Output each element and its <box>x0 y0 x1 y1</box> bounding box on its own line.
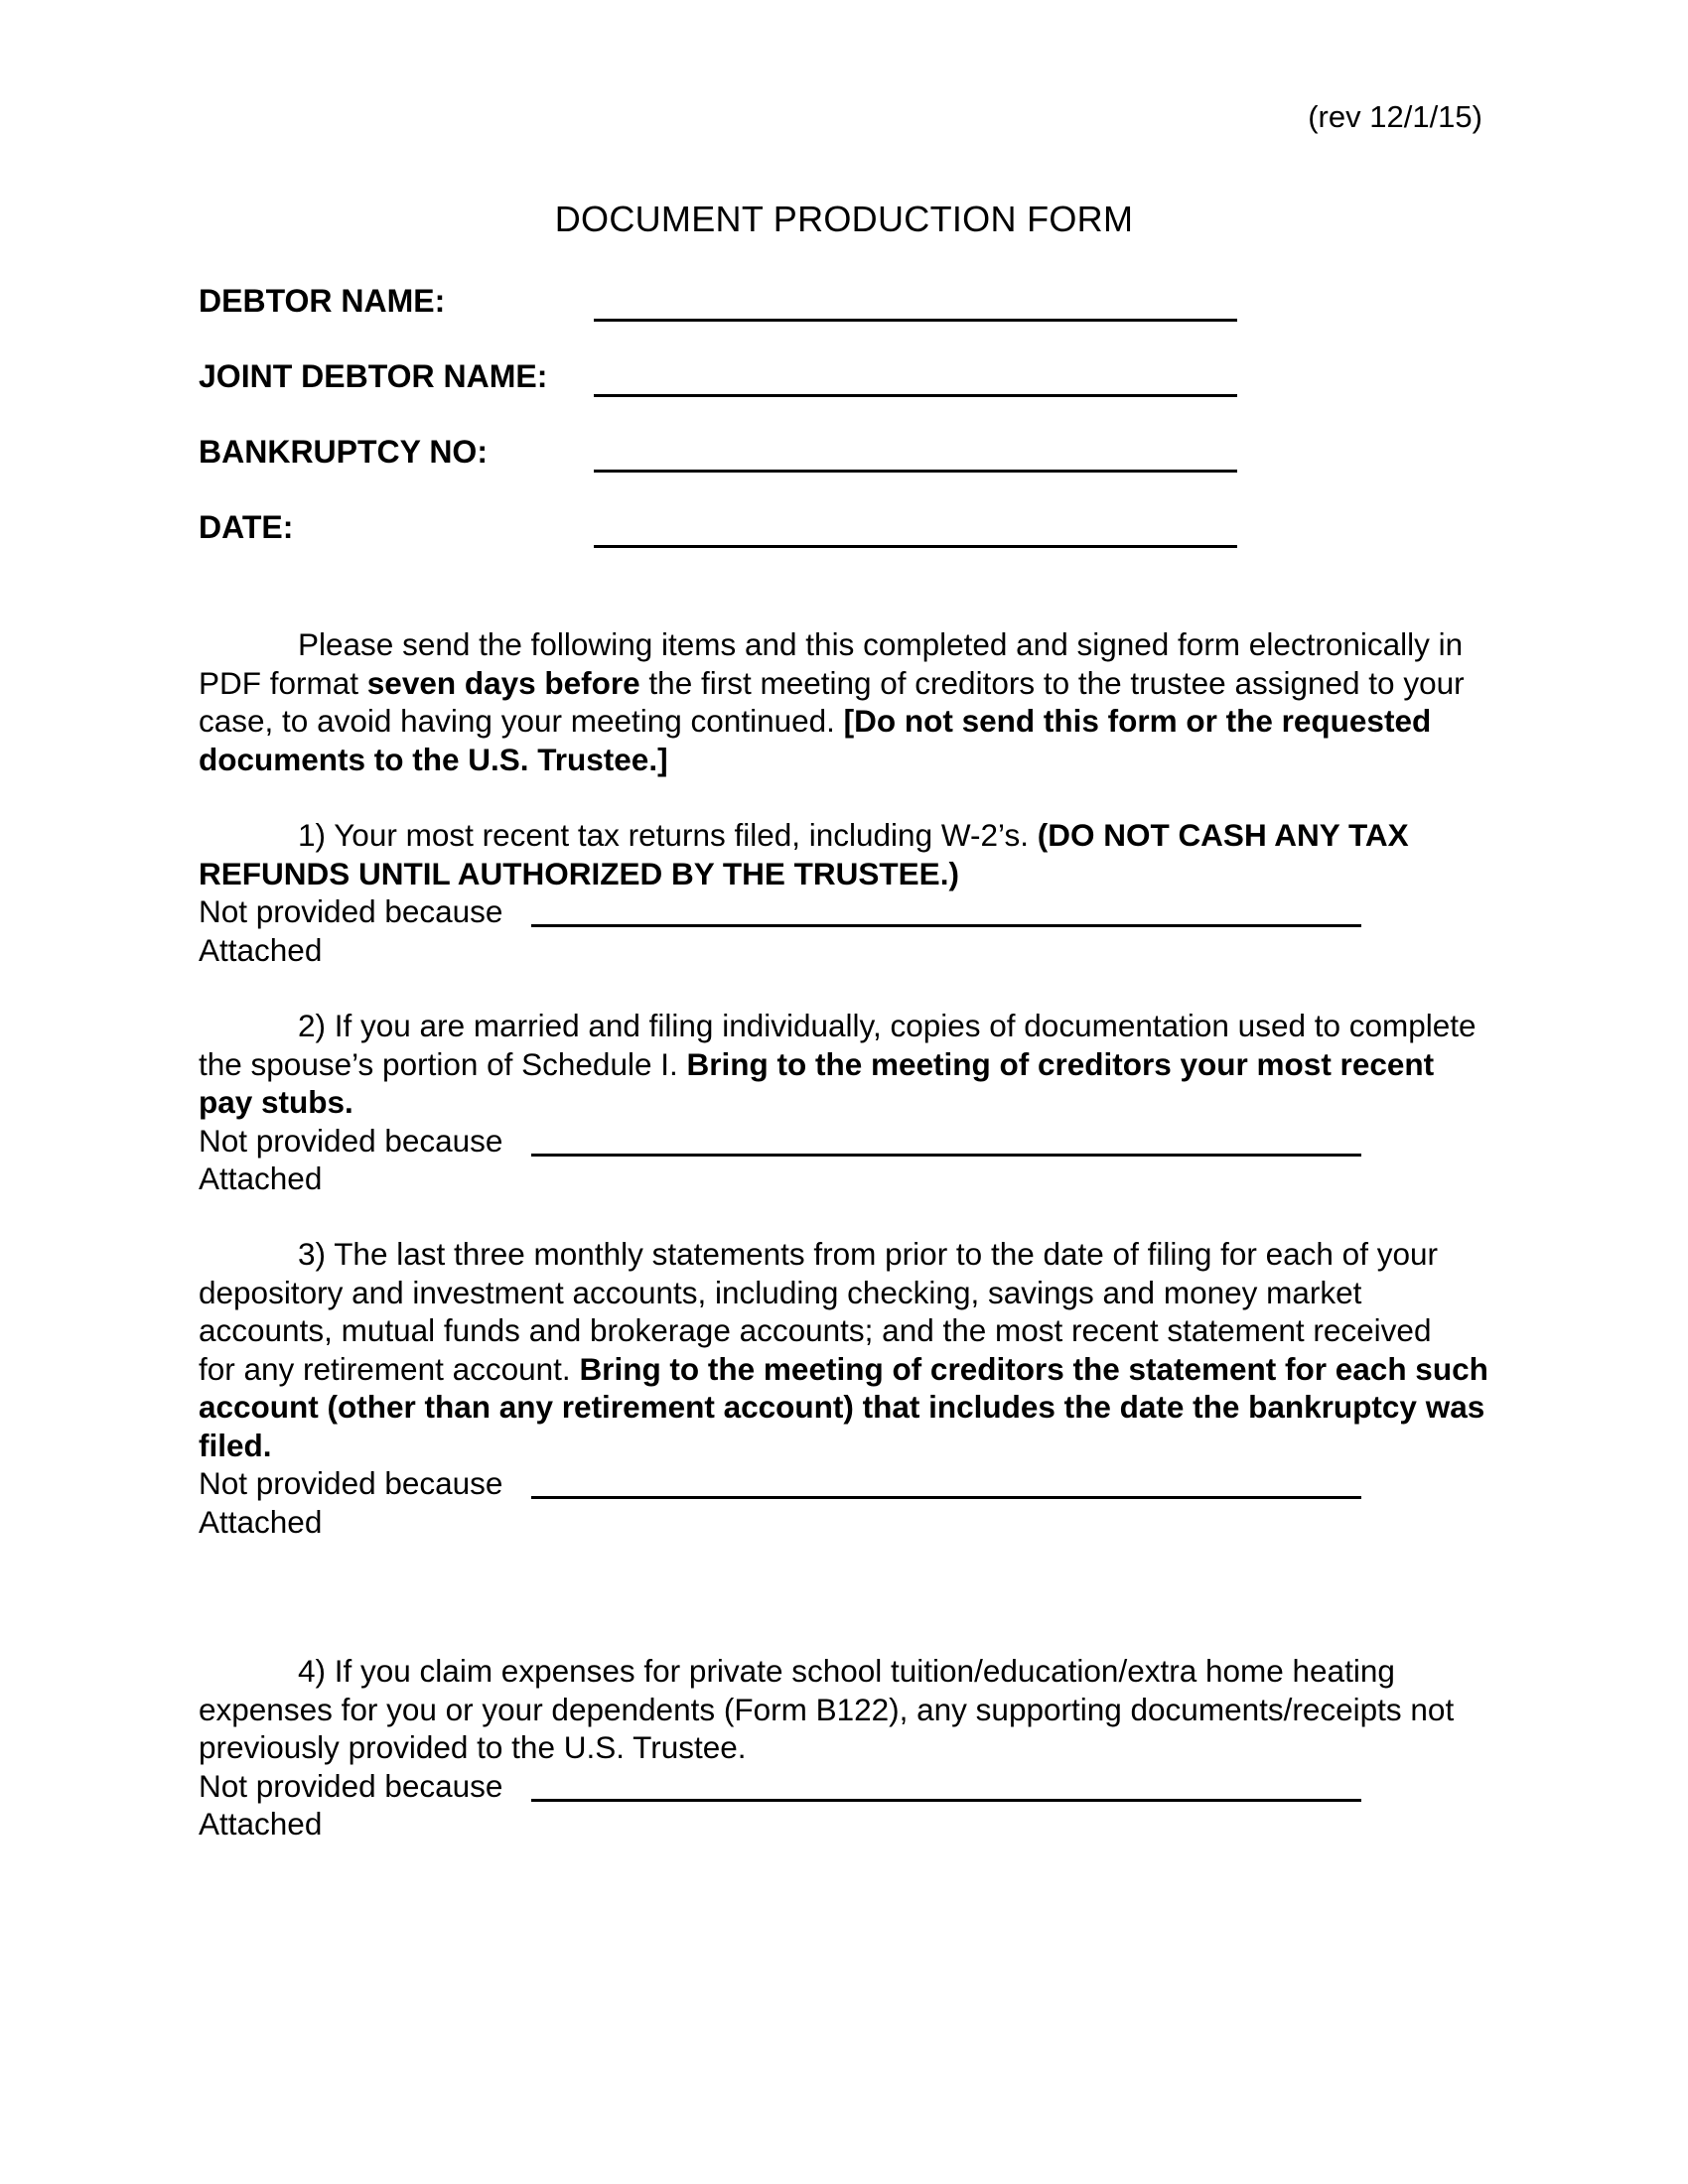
bankruptcy-no-blank[interactable] <box>594 470 1237 473</box>
item-3-not-provided-row <box>199 1464 1489 1503</box>
intro-text-2: the first meeting of creditors to the trustee assigned to your case, to avoid having your meeting continued. <box>199 664 1465 739</box>
item-3-bold: Bring to the meeting of creditors the statement for each such account (other than any retirement account) that includes the date the bankruptcy was filed. <box>199 1350 1488 1463</box>
date-row <box>199 504 1241 554</box>
bankruptcy-no-row <box>199 429 1241 478</box>
item-4-not-provided-label: Not provided because <box>199 1767 503 1804</box>
item-3-not-provided-label: Not provided because <box>199 1465 503 1501</box>
item-4-attached-label[interactable]: Attached <box>199 1806 323 1842</box>
revision-label: (rev 12/1/15) <box>1308 99 1482 134</box>
debtor-name-blank[interactable] <box>594 319 1237 322</box>
item-4-text: 4) If you claim expenses for private school tuition/education/extra home heating expenses for you or your dependents (Form B122), any supporting documents/receipts not previously provided to the U.S. Trustee. <box>199 1653 1455 1765</box>
item-4 <box>199 1652 1489 1843</box>
joint-debtor-name-label: JOINT DEBTOR NAME: <box>199 358 548 394</box>
item-1-text: 1) Your most recent tax returns filed, including W-2’s. <box>298 817 1038 853</box>
item-1-not-provided-row <box>199 892 1489 931</box>
item-3-line-2: accounts, mutual funds and brokerage accounts; and the most recent statement received <box>199 1312 1432 1348</box>
intro-bold-1: seven days before <box>366 664 640 701</box>
debtor-name-row <box>199 278 1241 328</box>
item-2-not-provided-label: Not provided because <box>199 1122 503 1159</box>
joint-debtor-name-blank[interactable] <box>594 394 1237 397</box>
item-2-attached-label[interactable]: Attached <box>199 1160 323 1196</box>
date-label: DATE: <box>199 509 294 545</box>
item-3-attached-label[interactable]: Attached <box>199 1503 323 1540</box>
item-1-not-provided-label: Not provided because <box>199 893 503 929</box>
item-2-text: 2) If you are married and filing individually, copies of documentation used to complete the spouse’s portion of Schedule I. <box>199 1008 1477 1082</box>
item-4-not-provided-blank[interactable] <box>531 1799 1361 1802</box>
item-2-bold: Bring to the meeting of creditors your most recent pay stubs. <box>199 1045 1435 1120</box>
item-3-not-provided-blank[interactable] <box>531 1496 1361 1499</box>
item-3-line-3: for any retirement account. <box>199 1350 580 1387</box>
item-2-not-provided-blank[interactable] <box>531 1154 1361 1157</box>
page-title: DOCUMENT PRODUCTION FORM <box>554 199 1134 239</box>
intro-bold-2: [Do not send this form or the requested documents to the U.S. Trustee.] <box>199 703 1432 777</box>
debtor-name-label: DEBTOR NAME: <box>199 283 446 319</box>
item-1-attached-label[interactable]: Attached <box>199 931 323 968</box>
item-4-not-provided-row <box>199 1767 1489 1806</box>
intro-text-1: Please send the following items and this completed and signed form electronically in PDF format <box>199 626 1464 701</box>
intro-paragraph <box>199 625 1489 778</box>
date-blank[interactable] <box>594 545 1237 548</box>
item-2-not-provided-row <box>199 1122 1489 1160</box>
joint-debtor-name-row <box>199 353 1241 403</box>
bankruptcy-no-label: BANKRUPTCY NO: <box>199 434 488 470</box>
item-1-bold: (DO NOT CASH ANY TAX REFUNDS UNTIL AUTHORIZED BY THE TRUSTEE.) <box>199 817 1409 891</box>
item-2 <box>199 1007 1489 1198</box>
item-1-not-provided-blank[interactable] <box>531 924 1361 927</box>
item-3-line-1: 3) The last three monthly statements from prior to the date of filing for each of your depository and investment accounts, including checking, savings and money market <box>199 1236 1438 1310</box>
item-3 <box>199 1235 1489 1541</box>
item-1 <box>199 816 1489 969</box>
